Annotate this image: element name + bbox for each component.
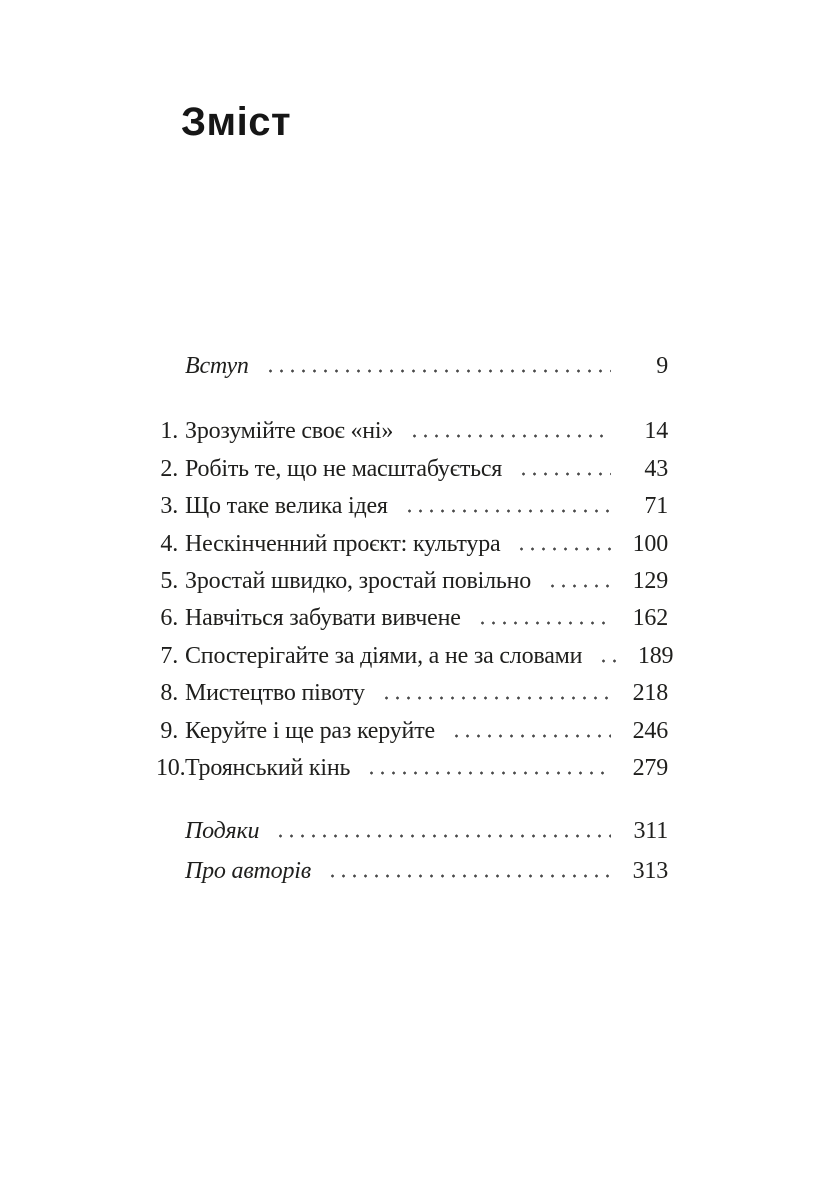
toc-entry-label: Подяки [185, 818, 260, 845]
toc-entry-page-number: 9 [656, 353, 668, 379]
toc-entry-page-number: 129 [632, 567, 668, 594]
page-title: Зміст [181, 100, 292, 144]
dot-leader [514, 547, 611, 551]
dot-leader [449, 734, 611, 738]
toc-entry-label: Керуйте і ще раз керуйте [185, 717, 435, 744]
toc-row [156, 718, 668, 755]
dot-leader [364, 771, 611, 775]
toc-row [156, 605, 668, 642]
dot-leader [263, 369, 611, 373]
chapter-number: 1. [160, 418, 178, 445]
toc-chapter-list [156, 418, 674, 792]
toc-entry-label: Троянський кінь [185, 754, 351, 781]
toc-entry-page-number: 189 [637, 642, 674, 669]
toc-entry-page-number: 100 [632, 530, 668, 557]
chapter-number: 4. [160, 530, 178, 557]
toc-entry-label: Про авторів [185, 858, 311, 885]
toc-row [156, 353, 668, 390]
chapter-number: 9. [160, 717, 178, 744]
toc-entry-page-number: 311 [633, 818, 668, 845]
chapter-number: 7. [160, 642, 178, 669]
toc-entry-page-number: 279 [632, 754, 668, 781]
toc-entry-label: Робіть те, що не масштабується [185, 455, 503, 482]
toc-entry-label: Зрозумійте своє «ні» [185, 418, 394, 445]
dot-leader [273, 834, 611, 838]
chapter-number: 6. [160, 605, 178, 632]
toc-entry-label: Зростай швидко, зростай повільно [185, 567, 532, 594]
toc-back-matter [156, 818, 668, 898]
toc-entry-label: Вступ [185, 353, 249, 379]
toc-row [156, 568, 668, 605]
chapter-number: 2. [160, 455, 178, 482]
toc-row [156, 755, 668, 792]
dot-leader [407, 434, 611, 438]
dot-leader [516, 472, 611, 476]
chapter-number: 10. [156, 754, 186, 781]
toc-entry-label: Спостерігайте за діями, а не за словами [185, 642, 583, 669]
dot-leader [596, 659, 616, 663]
toc-entry-label: Навчіться забувати вивчене [185, 605, 461, 632]
toc-row [156, 418, 668, 455]
toc-row [156, 531, 668, 568]
toc-entry-label: Що таке велика ідея [185, 493, 388, 520]
toc-entry-page-number: 162 [632, 605, 668, 632]
toc-front-matter [156, 353, 668, 390]
chapter-number: 3. [160, 493, 178, 520]
toc-row [156, 858, 668, 898]
toc-row [156, 456, 668, 493]
toc-row [156, 642, 674, 680]
toc-entry-page-number: 313 [632, 858, 668, 885]
dot-leader [325, 874, 611, 878]
table-of-contents [156, 353, 674, 898]
toc-entry-page-number: 71 [644, 493, 668, 520]
toc-entry-label: Мистецтво півоту [185, 680, 365, 707]
dot-leader [545, 584, 611, 588]
toc-entry-page-number: 218 [632, 680, 668, 707]
toc-entry-page-number: 43 [644, 455, 668, 482]
chapter-number: 8. [160, 680, 178, 707]
dot-leader [475, 621, 611, 625]
toc-row [156, 680, 668, 717]
toc-entry-page-number: 246 [632, 717, 668, 744]
dot-leader [379, 696, 611, 700]
toc-entry-label: Нескінченний проєкт: культура [185, 530, 501, 557]
chapter-number: 5. [160, 567, 178, 594]
toc-entry-page-number: 14 [644, 418, 668, 445]
toc-row [156, 493, 668, 530]
dot-leader [402, 509, 611, 513]
toc-row [156, 818, 668, 858]
